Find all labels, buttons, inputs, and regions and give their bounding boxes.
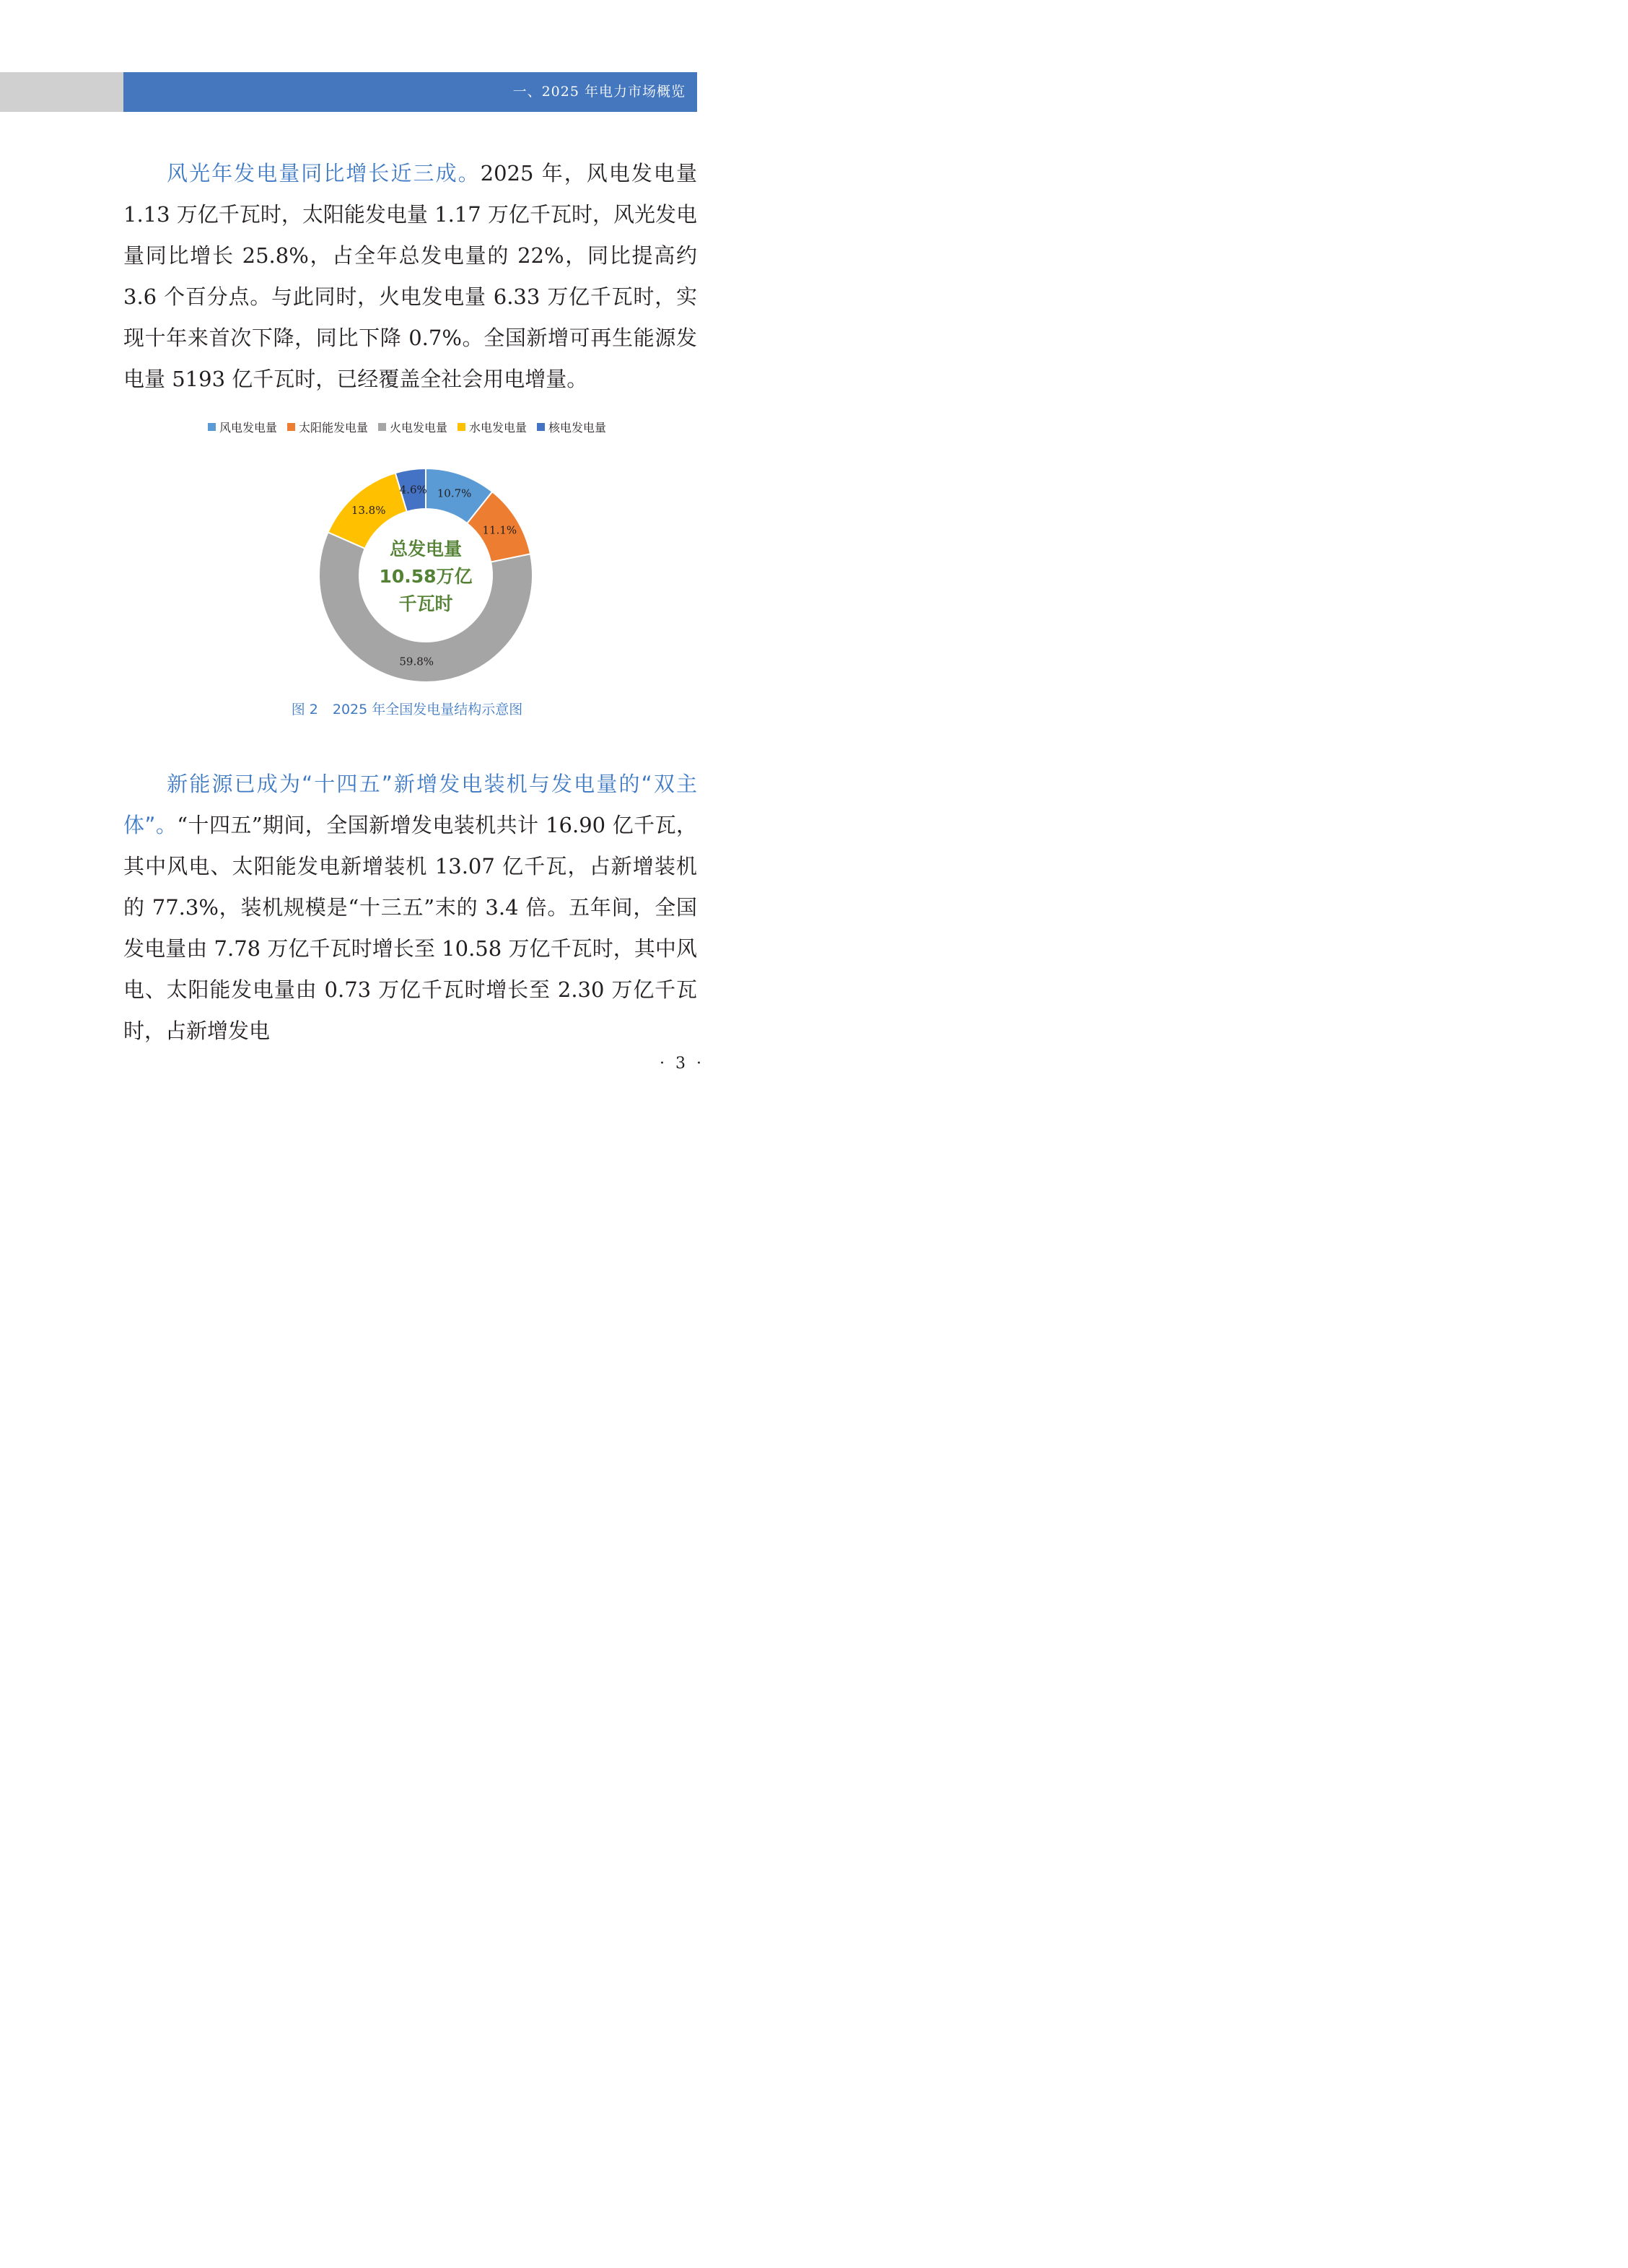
slice-label: 13.8%: [351, 503, 386, 517]
center-label-line: 千瓦时: [398, 593, 453, 614]
figure-caption: [0, 699, 814, 718]
legend-label: 火电发电量: [389, 421, 447, 435]
paragraph-lead: 新能源已成为“十四五”新增发电装机与发电量的“双主体”。: [123, 772, 697, 837]
donut-chart: [0, 0, 814, 722]
legend-label: 风电发电量: [219, 421, 277, 435]
slice-label: 59.8%: [399, 655, 434, 668]
slice-label: 11.1%: [482, 523, 517, 537]
section-title: 一、2025 年电力市场概览: [512, 84, 686, 100]
legend-label: 太阳能发电量: [298, 421, 368, 435]
center-label-line: 总发电量: [389, 538, 463, 559]
slice-label: 10.7%: [437, 487, 472, 500]
paragraph-lead: 风光年发电量同比增长近三成。: [165, 161, 481, 186]
page-number: · 3 ·: [660, 1055, 704, 1073]
paragraph-body: “十四五”期间，全国新增发电装机共计 16.90 亿千瓦，其中风电、太阳能发电新增装机 13.07 亿千瓦，占新增装机的 77.3%，装机规模是“十三五”末的 3.4 倍。五年间，全国发电量由 7.78 万亿千瓦时增长至 10.58 万亿千瓦时，其中风电、太阳能发电量由 0.73 万亿千瓦时增长至 2.30 万亿千瓦时，占新增发电: [123, 813, 697, 1043]
center-label-line: 10.58万亿: [379, 566, 473, 587]
legend-label: 核电发电量: [548, 421, 607, 435]
figure-title: 2025 年全国发电量结构示意图: [332, 702, 523, 718]
paragraph-body: 2025 年，风电发电量 1.13 万亿千瓦时，太阳能发电量 1.17 万亿千瓦时，风光发电量同比增长 25.8%，占全年总发电量的 22%，同比提高约 3.6 个百分点。与此同时，火电发电量 6.33 万亿千瓦时，实现十年来首次下降，同比下降 0.7%。全国新增可再生能源发电量 5193 亿千瓦时，已经覆盖全社会用电增量。: [123, 161, 697, 391]
slice-label: 4.6%: [399, 483, 427, 497]
figure-number: 图 2: [291, 702, 318, 718]
legend-label: 水电发电量: [469, 421, 528, 435]
paragraph-new-energy: [123, 764, 697, 1052]
